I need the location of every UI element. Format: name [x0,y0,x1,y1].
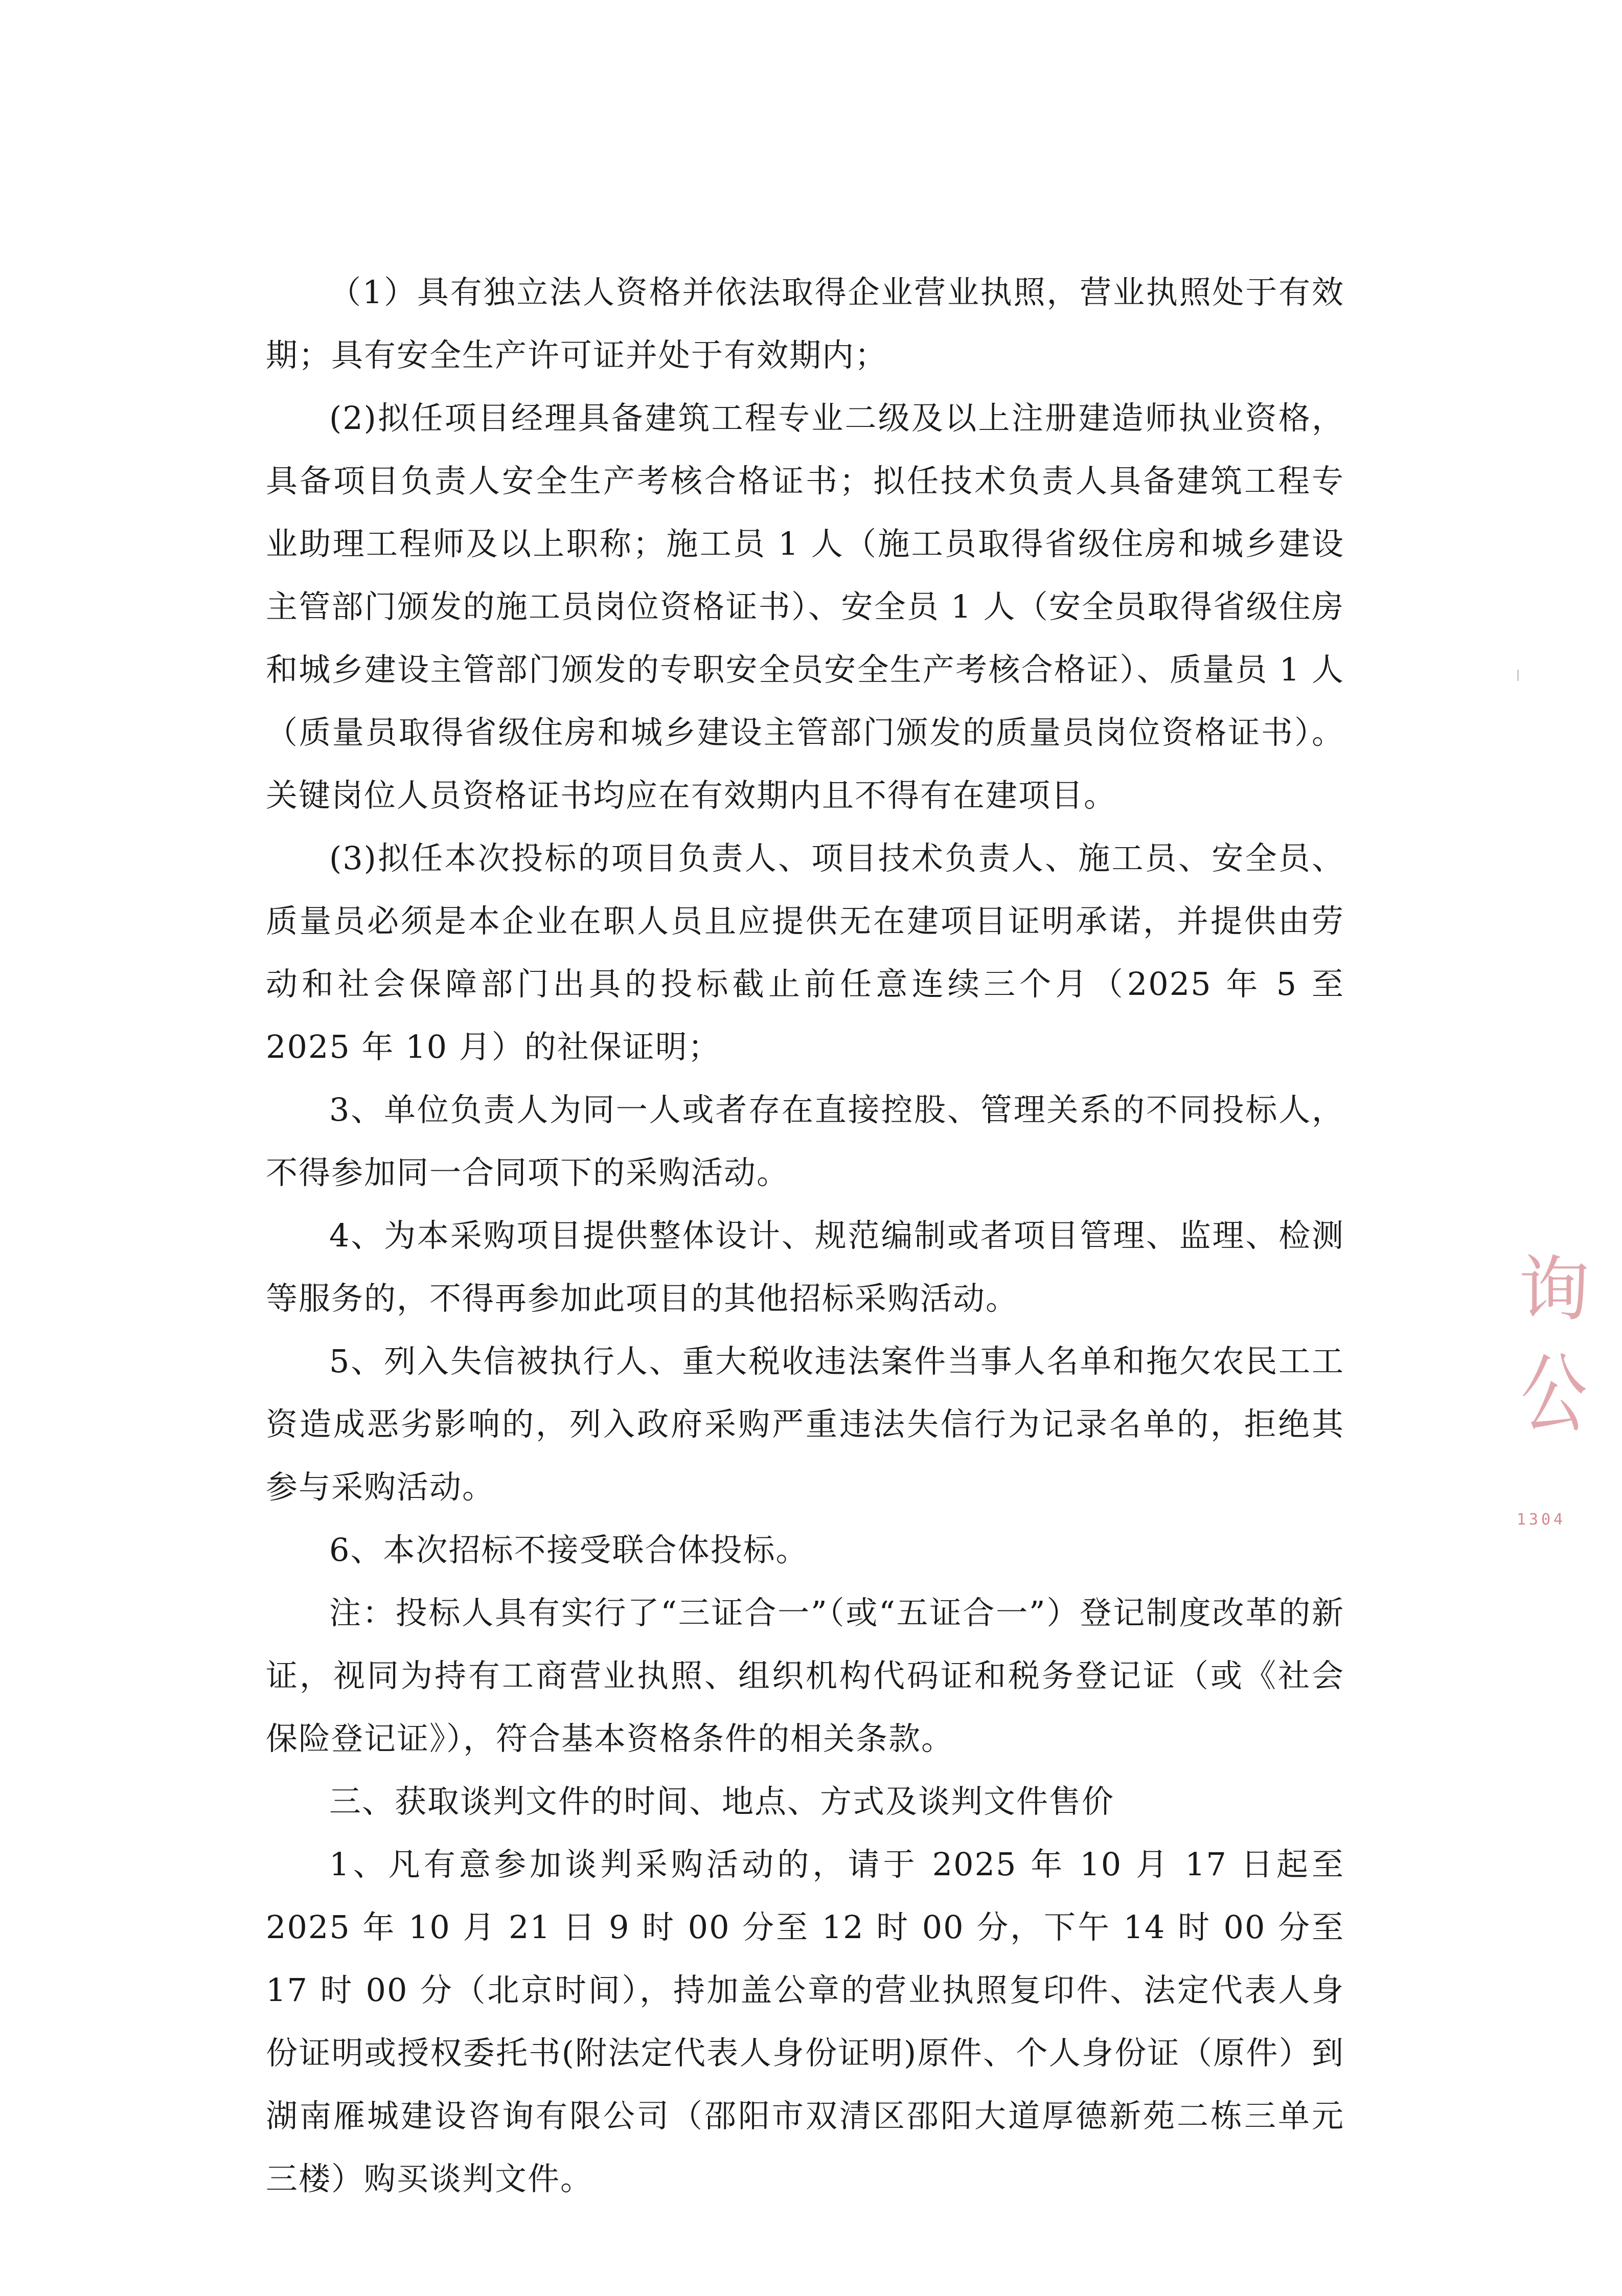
paragraph-item-6: 6、本次招标不接受联合体投标。 [329,1531,809,1568]
seal-char-2: 公 [1520,1344,1587,1445]
paragraph-item-3: 3、单位负责人为同一人或者存在直接控股、管理关系的不同投标人，不得参加同一合同项下的采购活动。 [266,1091,1344,1191]
seal-number: 1304 [1516,1511,1566,1529]
seal-char-1: 询 [1518,1248,1590,1331]
paragraph-acquisition: 1、凡有意参加谈判采购活动的，请于 2025 年 10 月 17 日起至 2025 年 10 月 21 日 9 时 00 分至 12 时 00 分，下午 14 时 00 分至 17 时 00 分（北京时间），持加盖公章的营业执照复印件、法定代表人身份证明或授权委托书(附法定代表人身份证明)原件、个人身份证（原件）到湖南雁城建设咨询有限公司（邵阳市双清区邵阳大道厚德新苑二栋三单元三楼）购买谈判文件。 [266,1846,1344,2197]
paragraph-item-4: 4、为本采购项目提供整体设计、规范编制或者项目管理、监理、检测等服务的，不得再参加此项目的其他招标采购活动。 [266,1217,1344,1317]
section-heading-3: 三、获取谈判文件的时间、地点、方式及谈判文件售价 [329,1783,1115,1820]
scan-mark [1517,670,1519,681]
paragraph-note: 注：投标人具有实行了“三证合一”（或“五证合一”）登记制度改革的新证，视同为持有工商营业执照、组织机构代码证和税务登记证（或《社会保险登记证》），符合基本资格条件的相关条款。 [266,1594,1344,1757]
paragraph-qualification-1: （1）具有独立法人资格并依法取得企业营业执照，营业执照处于有效期；具有安全生产许可证并处于有效期内； [266,274,1344,374]
paragraph-qualification-2: (2)拟任项目经理具备建筑工程专业二级及以上注册建造师执业资格，具备项目负责人安全生产考核合格证书；拟任技术负责人具备建筑工程专业助理工程师及以上职称；施工员 1 人（施工员取得省级住房和城乡建设主管部门颁发的施工员岗位资格证书）、安全员 1 人（安全员取得省级住房和城乡建设主管部门颁发的专职安全员安全生产考核合格证）、质量员 1 人（质量员取得省级住房和城乡建设主管部门颁发的质量员岗位资格证书）。关键岗位人员资格证书均应在有效期内且不得有在建项目。 [266,399,1344,814]
stamp-seal [1505,1222,1603,1539]
document-body [266,261,1344,2210]
paragraph-item-5: 5、列入失信被执行人、重大税收违法案件当事人名单和拖欠农民工工资造成恶劣影响的，列入政府采购严重违法失信行为记录名单的，拒绝其参与采购活动。 [266,1343,1344,1506]
paragraph-qualification-3: (3)拟任本次投标的项目负责人、项目技术负责人、施工员、安全员、质量员必须是本企业在职人员且应提供无在建项目证明承诺，并提供由劳动和社会保障部门出具的投标截止前任意连续三个月（2025 年 5 至 2025 年 10 月）的社保证明； [266,839,1344,1065]
